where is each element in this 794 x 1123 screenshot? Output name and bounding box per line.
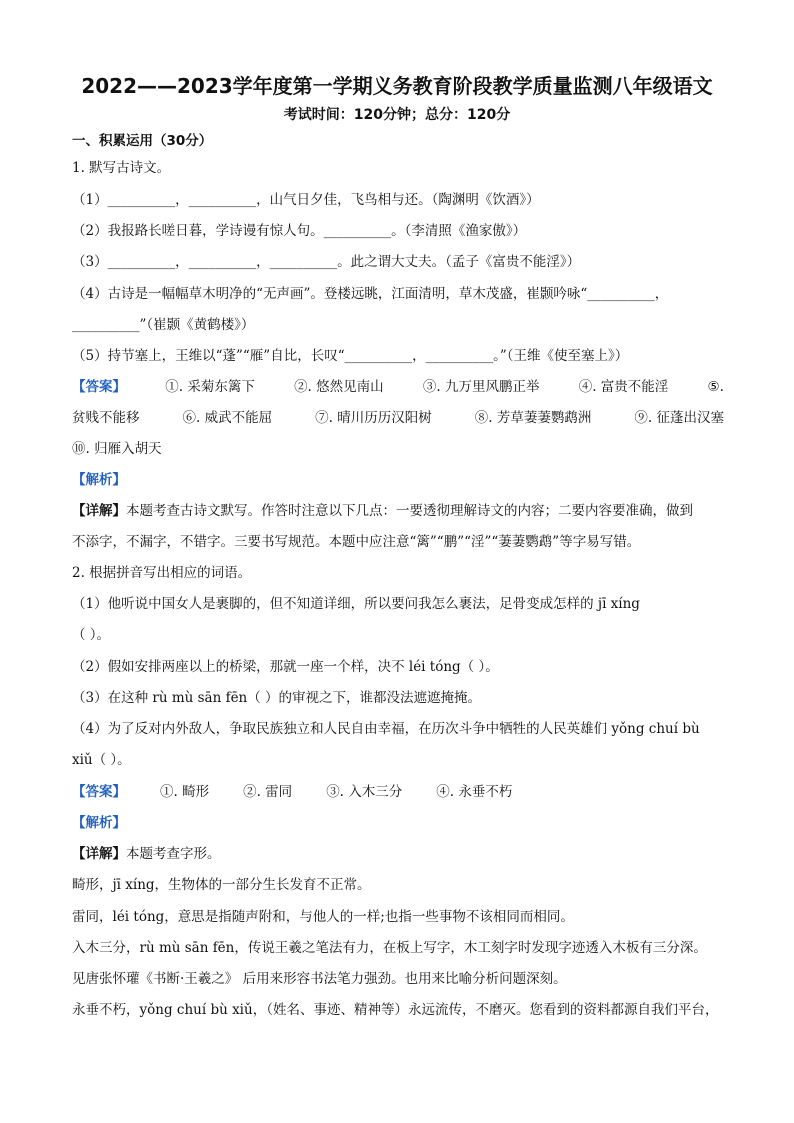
q2-explain-3: 入木三分，rù mù sān fēn，传说王羲之笔法有力，在板上写字，木工刻字时发现字迹透入木板有三分深。 [72,940,707,956]
answer-item: ⑤. [707,379,724,395]
q2-item-4b: xiǔ（ ）。 [72,752,131,768]
q1-item-5: （5）持节塞上，王维以“蓬”“雁”自比，长叹“__________，__________。”（王维《使至塞上》） [72,348,629,364]
answer-item: ⑨. 征蓬出汉塞 [634,410,724,426]
q2-explain-1: 畸形，jī xíng，生物体的一部分生长发育不正常。 [72,877,371,893]
q2-explain-4: 见唐张怀瓘《书断·王羲之》 后用来形容书法笔力强劲。也用来比喻分析问题深刻。 [72,971,567,987]
exam-info: 考试时间：120分钟；总分：120分 [283,107,511,123]
page-title: 2022——2023学年度第一学期义务教育阶段教学质量监测八年级语文 [81,74,713,98]
detail-tag: 【详解】 [72,846,126,862]
answer-item: ③. 九万里风鹏正举 [422,379,540,395]
answer-tag: 【答案】 [72,379,126,395]
q2-answer-row [72,782,724,802]
detail-text: 本题考查古诗文默写。作答时注意以下几点：一要透彻理解诗文的内容；二要内容要准确，做到 [126,503,693,519]
q1-answer-row-3: ⑩. 归雁入胡天 [72,441,162,457]
answer-tag: 【答案】 [72,784,126,800]
detail-tag: 【详解】 [72,503,126,519]
q1-stem: 1. 默写古诗文。 [72,160,171,176]
q1-detail-b: 不添字，不漏字，不错字。三要书写规范。本题中应注意“篱”“鹏”“淫”“萋萋鹦鹉”等字易写错。 [72,534,641,550]
answer-item: ⑥. 威武不能屈 [182,410,273,426]
q2-item-3: （3）在这种 rù mù sān fēn（ ）的审视之下，谁都没法遮遮掩掩。 [72,690,482,706]
answer-item: ①. 畸形 [160,784,210,800]
q2-item-1a: （1）他听说中国女人是裹脚的，但不知道详细，所以要问我怎么裹法，足骨变成怎样的 jī xíng [72,596,640,612]
q2-item-4a: （4）为了反对内外敌人，争取民族独立和人民自由幸福，在历次斗争中牺牲的人民英雄们 yǒng chuí bù [72,721,700,737]
answer-item: 贫贱不能移 [72,410,140,426]
q1-item-4b: __________”（崔颢《黄鹤楼》） [72,317,255,333]
q1-detail-a [72,501,724,521]
q1-answer-row-2 [72,408,724,428]
section-heading: 一、积累运用（30分） [72,133,213,149]
answer-item: ⑦. 晴川历历汉阳树 [315,410,432,426]
analysis-tag: 【解析】 [72,815,126,831]
q1-item-3: （3）__________，__________，__________。此之谓大丈夫。（孟子《富贵不能淫》） [72,254,581,270]
q1-answer-row-1 [72,377,724,397]
q2-explain-2: 雷同，léi tóng，意思是指随声附和，与他人的一样;也指一些事物不该相同而相同。 [72,909,574,925]
answer-item: ⑧. 芳草萋萋鹦鹉洲 [474,410,592,426]
answer-item: ②. 雷同 [243,784,293,800]
analysis-tag: 【解析】 [72,472,126,488]
q1-item-2: （2）我报路长嗟日暮，学诗谩有惊人句。__________。（李清照《渔家傲》） [72,223,527,239]
detail-text: 本题考查字形。 [126,846,221,862]
q2-stem: 2. 根据拼音写出相应的词语。 [72,565,252,581]
q2-detail-intro [72,844,724,864]
answer-item: ④. 富贵不能淫 [578,379,669,395]
q1-item-1: （1）__________，__________，山气日夕佳，飞鸟相与还。（陶渊明《饮酒》） [72,192,540,208]
answer-item: ④. 永垂不朽 [436,784,513,800]
q2-item-1b: （ ）。 [72,627,111,643]
answer-item: ②. 悠然见南山 [294,379,384,395]
answer-item: ①. 采菊东篱下 [165,379,255,395]
answer-item: ③. 入木三分 [326,784,403,800]
q2-item-2: （2）假如安排两座以上的桥梁，那就一座一个样，决不 léi tóng（ ）。 [72,659,499,675]
q2-explain-5: 永垂不朽，yǒng chuí bù xiǔ，（姓名、事迹、精神等）永远流传，不磨灭。您看到的资料都源自我们平台， [72,1002,719,1018]
q1-item-4a: （4）古诗是一幅幅草木明净的“无声画”。登楼远眺，江面清明，草木茂盛，崔颢吟咏“__________， [72,286,669,302]
